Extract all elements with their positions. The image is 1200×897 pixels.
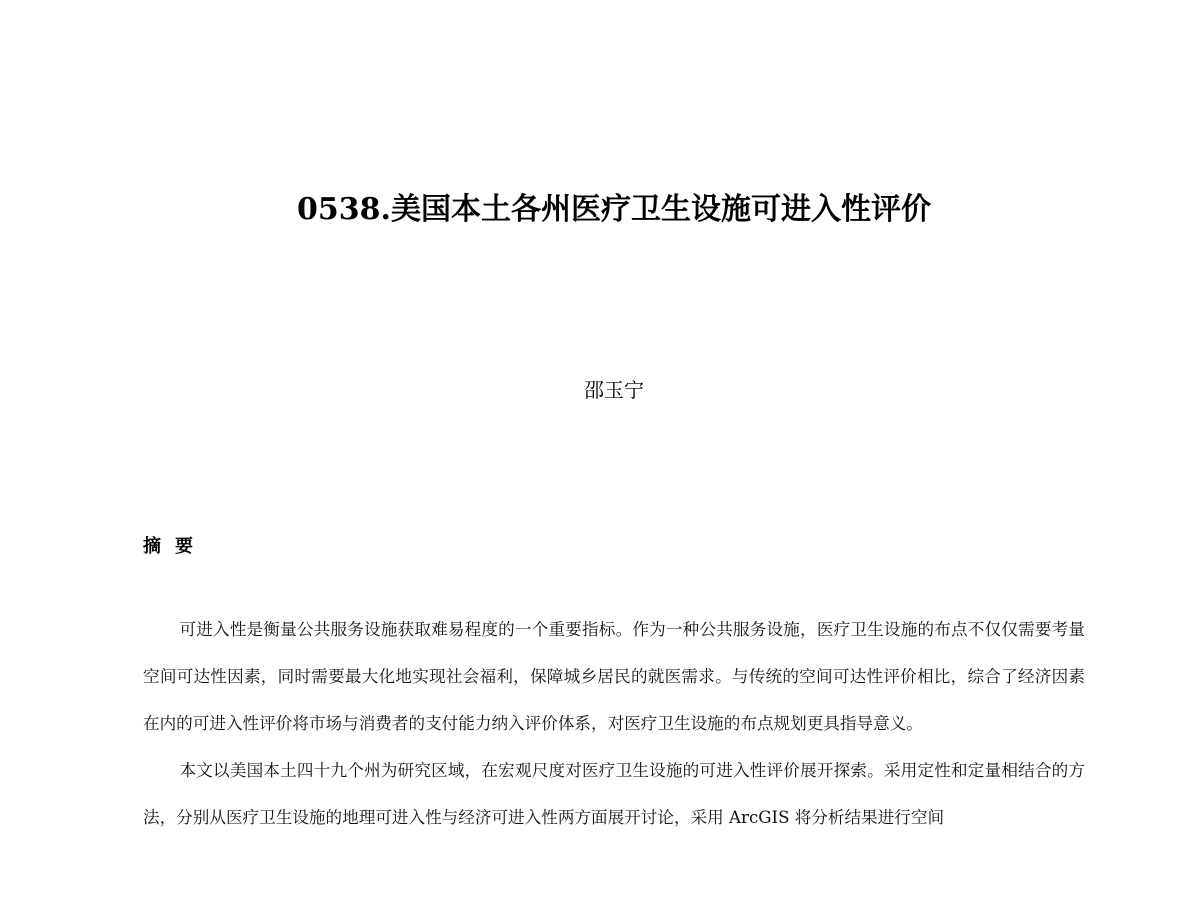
document-title: 0538.美国本土各州医疗卫生设施可进入性评价 [297,192,931,227]
abstract-paragraph-1: 可进入性是衡量公共服务设施获取难易程度的一个重要指标。作为一种公共服务设施，医疗卫生设施的布点不仅仅需要考量空间可达性因素，同时需要最大化地实现社会福利，保障城乡居民的就医需求。与传统的空间可达性评价相比，综合了经济因素在内的可进入性评价将市场与消费者的支付能力纳入评价体系，对医疗卫生设施的布点规划更具指导意义。 [143,620,1085,733]
abstract-heading: 摘要 [143,536,207,557]
author-name: 邵玉宁 [584,378,644,402]
abstract-paragraph-2: 本文以美国本土四十九个州为研究区域，在宏观尺度对医疗卫生设施的可进入性评价展开探索。采用定性和定量相结合的方法，分别从医疗卫生设施的地理可进入性与经济可进入性两方面展开讨论，采用 ArcGIS 将分析结果进行空间 [143,761,1085,827]
abstract-body [143,606,1085,841]
